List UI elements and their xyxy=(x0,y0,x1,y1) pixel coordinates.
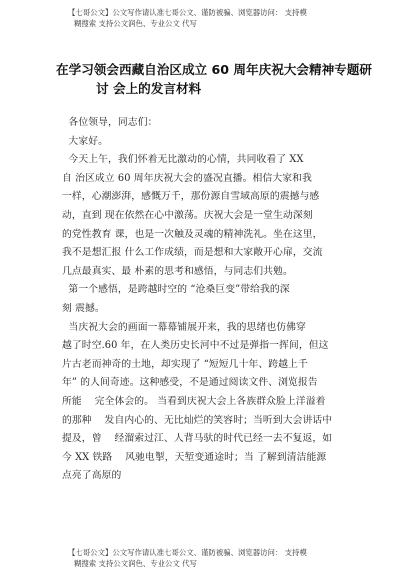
text-line: 今天上午，我们怀着无比激动的心情，共同收看了 XX xyxy=(62,154,304,166)
text-line: 当庆祝大会的画面一幕幕铺展开来，我的思绪也仿佛穿 xyxy=(62,321,306,333)
document-title xyxy=(56,60,372,98)
text-line: 我不是想汇报 什么工作成绩，而是想和大家敞开心扉，交流 xyxy=(62,247,323,259)
text-line: 的党性教育 课，也是一次触及灵魂的精神洗礼。坐在这里， xyxy=(62,228,323,240)
text-line: 年” 的人间奇迹。这种感受，不是通过阅读文件、浏览报告 xyxy=(62,377,318,389)
text-line: 几点最真实、最 朴素的思考和感悟，与同志们共勉。 xyxy=(62,265,293,277)
text-line: 所能 完全体会的。 当看到庆祝大会上各族群众脸上洋溢着 xyxy=(62,395,326,407)
greeting: 大家好。 xyxy=(62,135,109,147)
text-line: 片古老而神奇的土地，却实现了 “短短几十年、跨越上千 xyxy=(62,358,308,370)
salutation: 各位领导，同志们： xyxy=(62,117,158,128)
page-header-watermark xyxy=(0,0,410,34)
header-line-1: 【七哥公文】公文写作请认准七哥公文、谨防被骗、浏览器访问： 支持模 xyxy=(68,8,307,17)
text-line: 今 XX 铁路 风驰电掣，天堑变通途时；当 了解到清洁能源 xyxy=(62,451,327,463)
footer-line-1: 【七哥公文】公文写作请认准七哥公文、谨防被骗、浏览器访问： 支持模 xyxy=(68,548,307,557)
text-line: 自 治区成立 60 周年庆祝大会的盛况直播。相信大家和我 xyxy=(62,172,312,184)
footer-line-2: 糊搜索 支持公文润色、专业公文 代写 xyxy=(74,559,197,568)
text-line: 一样，心潮澎湃，感慨万千，那份源自雪域高原的震撼与感 xyxy=(62,191,320,203)
paragraph-celebration xyxy=(62,319,352,486)
text-line: 提及，曾 经溜索过江、人背马驮的时代已经一去不复返，如 xyxy=(62,433,333,445)
page-footer-watermark xyxy=(0,540,410,574)
text-line: 动，直到 现在依然在心中激荡。庆祝大会是一堂生动深刻 xyxy=(62,209,313,221)
paragraph-first-insight xyxy=(62,281,352,318)
text-line: 刻 震撼。 xyxy=(62,302,105,314)
header-line-2: 糊搜索 支持公文润色、专业公文 代写 xyxy=(74,19,197,28)
document-body xyxy=(62,114,352,486)
paragraph-intro xyxy=(62,151,352,281)
text-line: 越了时空.60 年，在人类历史长河中不过是弹指一挥间，但这 xyxy=(62,340,329,352)
text-line: 第一个感悟，是跨越时空的 “沧桑巨变”带给我的深 xyxy=(62,284,290,296)
title-line-1: 在学习领会西藏自治区成立 60 周年庆祝大会精神专题研 xyxy=(56,62,372,77)
text-line: 的那种 发自内心的、无比灿烂的笑容时；当听到大会讲话中 xyxy=(62,414,333,426)
title-line-2: 讨 会上的发言材料 xyxy=(96,81,202,96)
text-line: 点亮了高原的 xyxy=(62,470,122,482)
